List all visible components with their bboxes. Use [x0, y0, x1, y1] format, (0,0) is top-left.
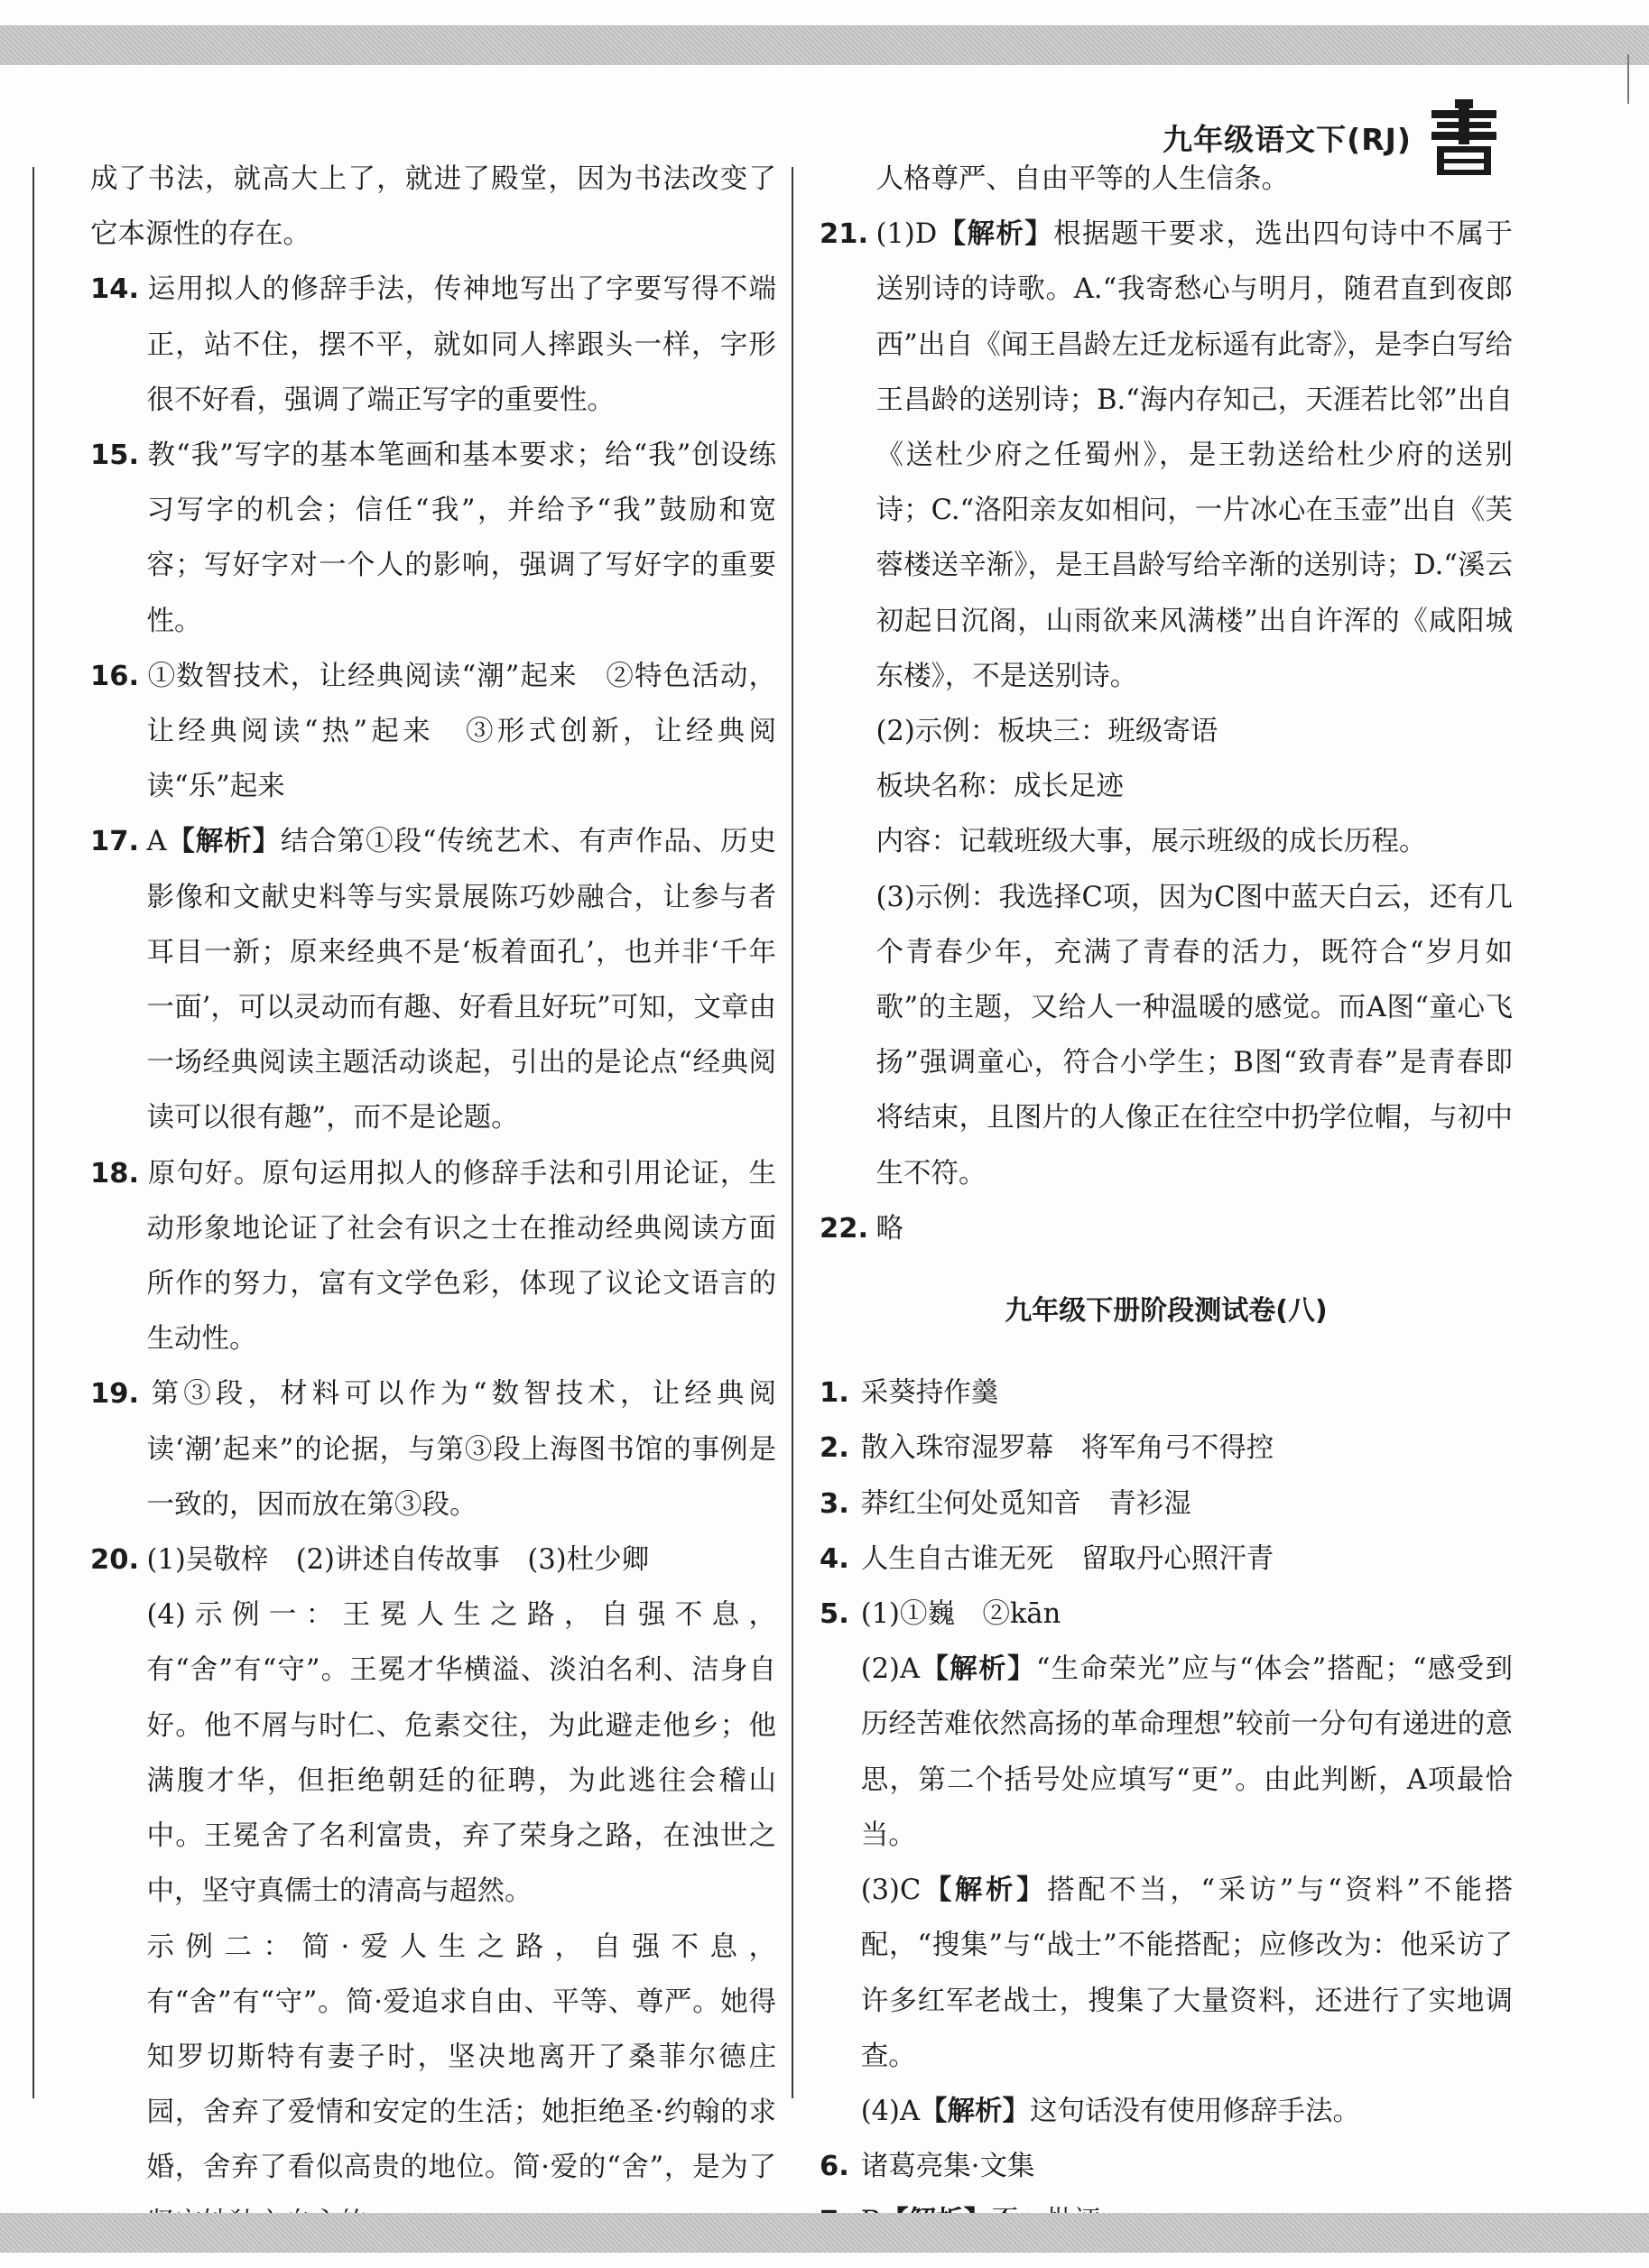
answer-text: “生命荣光”应与“体会”搭配；“感受到历经苦难依然高扬的革命理想”较前一分句有递进的意思，第二个括号处应填写“更”。由此判断，A项最恰当。: [860, 1653, 1514, 1851]
answer-text: 采葵持作羹: [860, 1377, 999, 1410]
column-divider: [792, 167, 793, 2098]
answer-text: 这句话没有使用修辞手法。: [1029, 2095, 1360, 2127]
answer-20-example-2: 示例二：简·爱人生之路，自强不息，有“舍”有“守”。简·爱追求自由、平等、尊严。她得知罗切斯特有妻子时，坚决地离开了桑菲尔德庄园，舍弃了爱情和安定的生活；她拒绝圣·约翰的求婚，舍弃了看似高贵的地位。简·爱的“舍”，是为了: [146, 1930, 776, 2184]
answer-s5-part-3: [820, 1863, 1513, 2084]
answer-number: 4.: [820, 1542, 849, 1575]
answer-number: 6.: [820, 2151, 849, 2183]
answer-text: 教“我”写字的基本笔画和基本要求；给“我”创设练习写字的机会；信任“我”，并给予“我”鼓励和宽容；写好字对一个人的影响，强调了写好字的重要性。: [146, 440, 776, 637]
answer-number: 21.: [820, 218, 869, 251]
answer-text: (1)①巍 ②kān: [860, 1598, 1061, 1631]
answer-s4: [820, 1532, 1513, 1587]
answer-text: 原句好。原句运用拟人的修辞手法和引用论证，生动形象地论证了社会有识之士在推动经典阅读方面所作的努力，富有文学色彩，体现了议论文语言的生动性。: [146, 1157, 776, 1356]
answer-number: 20.: [90, 1544, 140, 1577]
answer-continuation: 人格尊严、自由平等的人生信条。: [875, 163, 1290, 195]
bottom-scan-band: [0, 2213, 1649, 2253]
analysis-tag: 【解析】: [921, 1875, 1048, 1907]
answer-text: 根据题干要求，选出四句诗中不属于送别诗的诗歌。A.“我寄愁心与明月，随君直到夜郎西”出自《闻王昌龄左迁龙标遥有此寄》，是李白写给王昌龄的送别诗；B.“海内存知己，天涯若比邻”出自《送杜少府之任蜀州》，是王勃送给杜少府的送别诗；C.“洛阳亲友如相问，一片冰心在玉壶”出自《芙蓉楼送辛渐》，是王昌龄写给辛渐的送别诗；D.“溪云初起日沉阁，山雨欲来风满楼”出自许浑的《咸阳城东楼》，不是送别诗。: [875, 218, 1513, 692]
answer-number: 19.: [90, 1378, 140, 1411]
answer-22: [820, 1201, 1513, 1256]
answer-number: 18.: [90, 1157, 140, 1190]
book-title: 九年级语文下(RJ): [1163, 121, 1412, 157]
answer-15: [90, 428, 776, 649]
answer-21-part-3: (3)示例：我选择C项，因为C图中蓝天白云，还有几个青春少年，充满了青春的活力，既符合“岁月如歌”的主题，又给人一种温暖的感觉。而A图“童心飞扬”强调童心，符合小学生；B图“致青春”是青春即将结束，且图片的人像正在往空中扔学位帽，与初中生不符。: [875, 881, 1513, 1190]
answer-20-example-1: (4)示例一：王冕人生之路，自强不息，有“舍”有“守”。王冕才华横溢、淡泊名利、洁身自好。他不屑与时仁、危素交往，为此避走他乡；他满腹才华，但拒绝朝廷的征聘，为此逃往会稽山中。王冕舍了名利富贵，弃了荣身之路，在浊世之中，坚守真儒士的清高与超然。: [146, 1599, 776, 1908]
answer-21-part-2-content: 内容：记载班级大事，展示班级的成长历程。: [875, 826, 1427, 858]
answer-text: 结合第①段“传统艺术、有声作品、历史影像和文献史料等与实景展陈巧妙融合，让参与者耳目一新；原来经典不是‘板着面孔’，也并非‘千年一面’，可以灵动而有趣、好看且好玩”可知，文章由一场经典阅读主题活动谈起，引出的是论点“经典阅读可以很有趣”，而不是论题。: [146, 826, 777, 1134]
answer-text: 人生自古谁无死 留取丹心照汗青: [860, 1542, 1274, 1575]
answer-text: ①数智技术，让经典阅读“潮”起来 ②特色活动，让经典阅读“热”起来 ③形式创新，让经典阅读“乐”起来: [146, 660, 776, 803]
answer-s3: [820, 1477, 1513, 1532]
answer-text: 第③段，材料可以作为“数智技术，让经典阅读‘潮’起来”的论据，与第③段上海图书馆的事例是一致的，因而放在第③段。: [146, 1378, 776, 1521]
answer-choice: (4)A: [860, 2095, 920, 2127]
answer-choice: (3)C: [860, 1875, 922, 1907]
answer-choice: (2)A: [860, 1653, 920, 1686]
answer-s5: [820, 1587, 1513, 1642]
section-title: 九年级下册阶段测试卷(八): [1005, 1295, 1328, 1328]
answer-21-part-2: (2)示例：板块三：班级寄语: [875, 716, 1218, 748]
right-column: [820, 152, 1514, 2183]
analysis-tag: 【解析】: [937, 218, 1054, 251]
answer-s1: [820, 1365, 1513, 1421]
answer-20: [90, 1532, 776, 1588]
left-column: [90, 152, 777, 2184]
answer-number: 2.: [820, 1432, 849, 1465]
analysis-tag: 【解析】: [919, 1653, 1036, 1686]
answer-number: 16.: [90, 660, 140, 692]
answer-text: 诸葛亮集·文集: [860, 2151, 1035, 2183]
answer-number: 15.: [90, 440, 140, 472]
answer-text: 运用拟人的修辞手法，传神地写出了字要写得不端正，站不住，摆不平，就如同人摔跟头一样，字形很不好看，强调了端正写字的重要性。: [146, 273, 776, 416]
answer-text: (1)吴敬梓 (2)讲述自传故事 (3)杜少卿: [146, 1544, 650, 1577]
answer-17: [90, 814, 776, 1145]
answer-s5-part-2: [820, 1642, 1513, 1863]
answer-text: 莽红尘何处觅知音 青衫湿: [860, 1487, 1191, 1520]
top-scan-band: [0, 25, 1649, 65]
answer-text: 散入珠帘湿罗幕 将军角弓不得控: [860, 1432, 1274, 1465]
answer-14: [90, 262, 776, 428]
answer-18: [90, 1146, 776, 1367]
answer-number: 3.: [820, 1487, 849, 1520]
answer-text: 略: [875, 1212, 904, 1245]
answer-s2: [820, 1421, 1513, 1476]
answer-choice: A: [146, 826, 167, 858]
answer-number: 22.: [820, 1212, 869, 1245]
answer-s6: [820, 2139, 1513, 2194]
answer-21-part-2-name: 板块名称：成长足迹: [875, 771, 1125, 803]
analysis-tag: 【解析】: [919, 2095, 1030, 2127]
answer-19: [90, 1366, 776, 1532]
answer-number: 17.: [90, 826, 140, 858]
answer-continuation: 成了书法，就高大上了，就进了殿堂，因为书法改变了它本源性的存在。: [90, 163, 776, 251]
answer-text: 搭配不当，“采访”与“资料”不能搭配，“搜集”与“战士”不能搭配；应修改为：他采访了许多红军老战士，搜集了大量资料，还进行了实地调查。: [860, 1875, 1514, 2072]
left-margin-rule: [32, 167, 34, 2098]
answer-s5-part-4: [820, 2084, 1513, 2139]
answer-choice: (1)D: [875, 218, 938, 251]
header-edge-rule: [1627, 54, 1629, 104]
answer-21: [820, 207, 1513, 704]
answer-number: 14.: [90, 273, 140, 306]
answer-number: 5.: [820, 1598, 849, 1631]
answer-number: 1.: [820, 1377, 849, 1410]
answer-16: [90, 649, 776, 815]
analysis-tag: 【解析】: [166, 826, 281, 858]
